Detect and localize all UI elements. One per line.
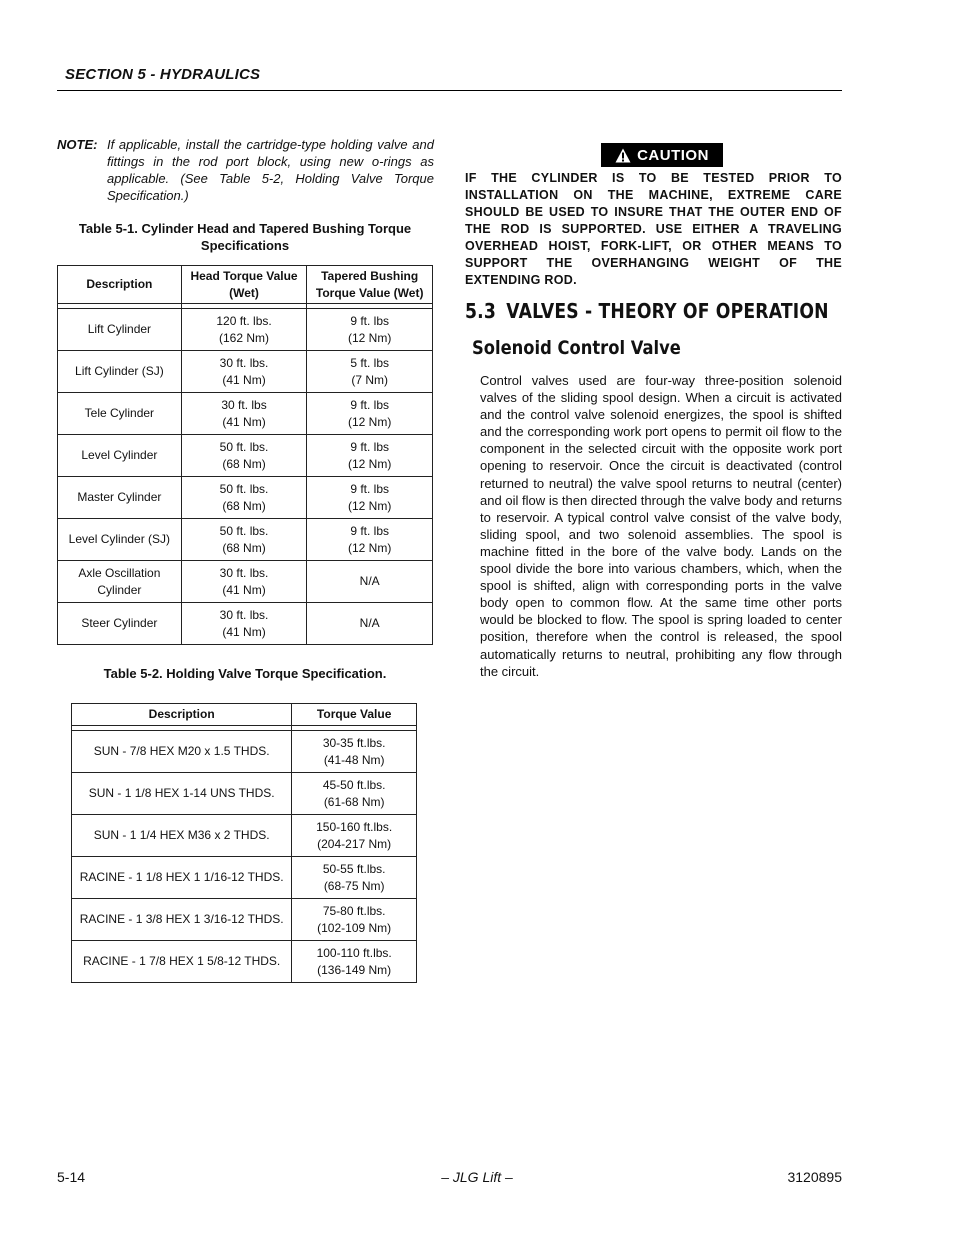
cylinder-torque-table (57, 265, 433, 645)
cylinder-description-cell: Tele Cylinder (58, 393, 182, 435)
head-torque-cell: 50 ft. lbs. (68 Nm) (181, 435, 307, 477)
cylinder-description-cell: Steer Cylinder (58, 603, 182, 645)
torque-value-cell: 30-35 ft.lbs. (41-48 Nm) (292, 731, 417, 773)
head-torque-cell: 50 ft. lbs. (68 Nm) (181, 519, 307, 561)
valve-description-cell: RACINE - 1 3/8 HEX 1 3/16-12 THDS. (72, 899, 292, 941)
table-row (72, 815, 417, 857)
torque-value-cell: 75-80 ft.lbs. (102-109 Nm) (292, 899, 417, 941)
table2-title: Table 5-2. Holding Valve Torque Specification. (103, 666, 387, 681)
table-row (58, 351, 433, 393)
bushing-torque-cell: 9 ft. lbs (12 Nm) (307, 477, 433, 519)
head-torque-cell: 30 ft. lbs. (41 Nm) (181, 603, 307, 645)
section-heading (465, 299, 829, 323)
head-torque-cell: 50 ft. lbs. (68 Nm) (181, 477, 307, 519)
table-row (72, 941, 417, 983)
table-row (72, 773, 417, 815)
column-header: Head Torque Value (Wet) (181, 266, 307, 304)
note-text: If applicable, install the cartridge-type holding valve and fittings in the rod port block, using new o-rings as applicable. (See Table 5-2, Holding Valve Torque Specification.) (107, 137, 434, 203)
torque-value-cell: 150-160 ft.lbs. (204-217 Nm) (292, 815, 417, 857)
valve-description-cell: SUN - 1 1/8 HEX 1-14 UNS THDS. (72, 773, 292, 815)
table-row (72, 857, 417, 899)
table-row (72, 899, 417, 941)
table-row (58, 477, 433, 519)
table-row (58, 519, 433, 561)
torque-value-cell: 100-110 ft.lbs. (136-149 Nm) (292, 941, 417, 983)
section-heading-title: VALVES - THEORY OF OPERATION (506, 299, 829, 323)
table-row (58, 561, 433, 603)
cylinder-description-cell: Axle Oscillation Cylinder (58, 561, 182, 603)
table-row (58, 309, 433, 351)
table1-title: Table 5-1. Cylinder Head and Tapered Bushing Torque Specifications (78, 221, 412, 253)
caution-text: IF THE CYLINDER IS TO BE TESTED PRIOR TO INSTALLATION ON THE MACHINE, EXTREME CARE SHOULD BE USED TO INSURE THAT THE OUTER END OF THE ROD IS SUPPORTED. USE EITHER A TRAVELING OVERHEAD HOIST, FORK-LIFT, OR OTHER MEANS TO SUPPORT THE OVERHANGING WEIGHT OF THE EXTENDING ROD. (465, 171, 842, 287)
bushing-torque-cell: 9 ft. lbs (12 Nm) (307, 309, 433, 351)
table-header-row (58, 266, 433, 304)
cylinder-description-cell: Lift Cylinder (SJ) (58, 351, 182, 393)
page-header (57, 64, 842, 91)
torque-value-cell: 45-50 ft.lbs. (61-68 Nm) (292, 773, 417, 815)
torque-value-cell: 50-55 ft.lbs. (68-75 Nm) (292, 857, 417, 899)
cylinder-description-cell: Lift Cylinder (58, 309, 182, 351)
table-header-row (72, 704, 417, 726)
warning-triangle-icon (615, 148, 631, 163)
bushing-torque-cell: 9 ft. lbs (12 Nm) (307, 393, 433, 435)
cylinder-description-cell: Level Cylinder (SJ) (58, 519, 182, 561)
bushing-torque-cell: 5 ft. lbs (7 Nm) (307, 351, 433, 393)
column-header: Tapered Bushing Torque Value (Wet) (307, 266, 433, 304)
cylinder-description-cell: Level Cylinder (58, 435, 182, 477)
holding-valve-torque-table (71, 703, 417, 983)
document-number: 3120895 (787, 1169, 842, 1185)
valve-description-cell: RACINE - 1 1/8 HEX 1 1/16-12 THDS. (72, 857, 292, 899)
section-number: 5.3 (465, 299, 496, 323)
bushing-torque-cell: 9 ft. lbs (12 Nm) (307, 519, 433, 561)
bushing-torque-cell: N/A (307, 561, 433, 603)
head-torque-cell: 30 ft. lbs. (41 Nm) (181, 351, 307, 393)
column-header: Description (58, 266, 182, 304)
valve-description-cell: RACINE - 1 7/8 HEX 1 5/8-12 THDS. (72, 941, 292, 983)
cylinder-description-cell: Master Cylinder (58, 477, 182, 519)
valve-description-cell: SUN - 1 1/4 HEX M36 x 2 THDS. (72, 815, 292, 857)
bushing-torque-cell: N/A (307, 603, 433, 645)
page-number: 5-14 (57, 1169, 86, 1185)
section-title: SECTION 5 - HYDRAULICS (65, 66, 261, 83)
footer-brand: – JLG Lift – (441, 1169, 513, 1185)
bushing-torque-cell: 9 ft. lbs (12 Nm) (307, 435, 433, 477)
note-label: NOTE: (57, 137, 98, 152)
column-header: Description (72, 704, 292, 726)
head-torque-cell: 30 ft. lbs. (41 Nm) (181, 561, 307, 603)
caution-badge (601, 143, 723, 167)
head-torque-cell: 120 ft. lbs. (162 Nm) (181, 309, 307, 351)
subsection-heading: Solenoid Control Valve (472, 337, 681, 359)
caution-label: CAUTION (637, 146, 709, 164)
table-row (58, 603, 433, 645)
note-block (57, 136, 434, 204)
head-torque-cell: 30 ft. lbs (41 Nm) (181, 393, 307, 435)
valve-description-cell: SUN - 7/8 HEX M20 x 1.5 THDS. (72, 731, 292, 773)
table-row (72, 731, 417, 773)
column-header: Torque Value (292, 704, 417, 726)
table-row (58, 393, 433, 435)
table-row (58, 435, 433, 477)
body-paragraph: Control valves used are four-way three-position solenoid valves of the sliding spool design. When a circuit is activated and the control valve solenoid energizes, the spool is shifted and the corresponding work port opens to permit oil flow to the component in the selected circuit with the opposite work port opening to reservoir. Once the circuit is deactivated (control returned to neutral) the valve spool returns to neutral (center) and oil flow is then directed through the valve body and returns to reservoir. A typical control valve consist of the valve body, sliding spool, and two solenoid assemblies. The spool is machine fitted in the bore of the valve body. Lands on the spool divide the bore into various chambers, which, when the spool is shifted, align with corresponding ports in the valve body open to common flow. At the same time other ports would be blocked to flow. The spool is spring loaded to center position, therefore when the control is released, the spool automatically returns to neutral, prohibiting any flow through the circuit. (480, 373, 842, 679)
